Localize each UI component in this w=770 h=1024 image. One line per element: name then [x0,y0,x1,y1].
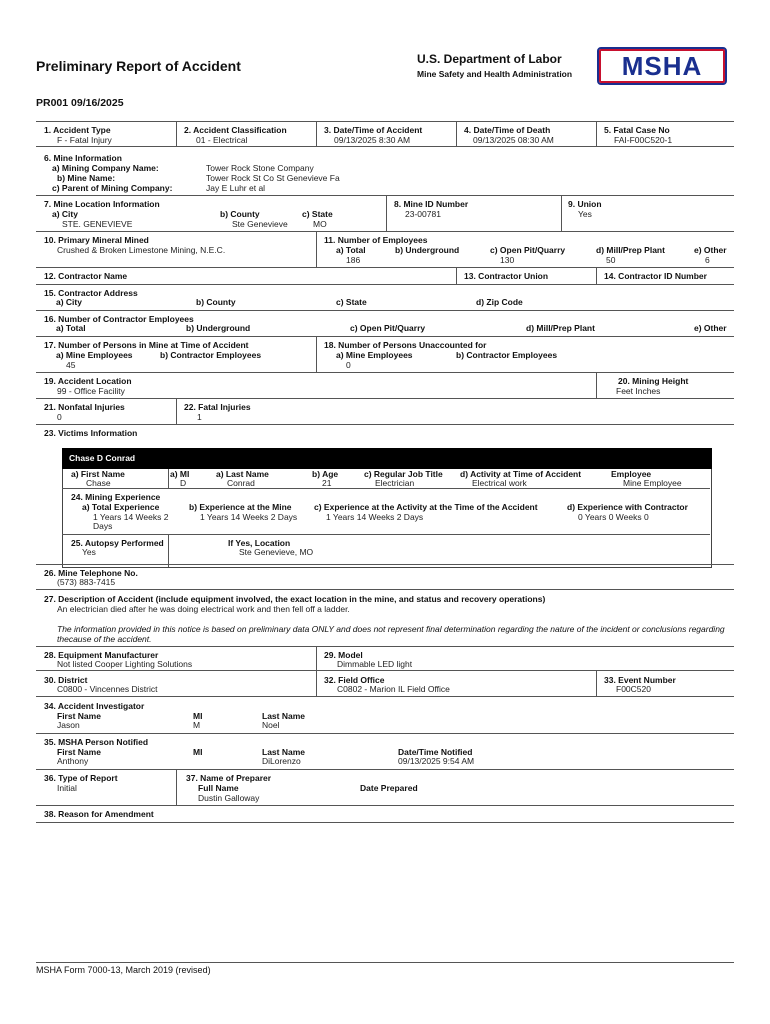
employees-openpit-value: 130 [500,255,515,265]
divider [386,195,387,231]
description-value: An electrician died after he was doing electrical work and then fell off a ladder. [57,604,350,614]
contractor-id-label: 14. Contractor ID Number [604,271,707,281]
contractor-total-label: a) Total [56,323,86,333]
preparer-fullname-label: Full Name [198,783,239,793]
employees-total-value: 186 [346,255,361,265]
field-office-value: C0802 - Marion IL Field Office [337,684,450,694]
accident-classification-label: 2. Accident Classification [184,125,287,135]
victim-last-label: a) Last Name [216,469,269,479]
notified-date-value: 09/13/2025 9:54 AM [398,756,475,766]
divider [596,670,597,696]
mine-experience-value: 1 Years 14 Weeks 2 Days [200,512,298,522]
mining-height-label: 20. Mining Height [618,376,689,386]
victim-header [62,448,712,469]
victim-first-value: Chase [86,478,111,488]
county-label: b) County [220,209,260,219]
equipment-manufacturer-value: Not listed Cooper Lighting Solutions [57,659,193,669]
divider [36,336,734,337]
person-notified-label: 35. MSHA Person Notified [44,737,149,747]
divider [36,310,734,311]
employees-mill-value: 50 [606,255,616,265]
divider [316,646,317,670]
district-label: 30. District [44,675,88,685]
divider [36,769,734,770]
total-experience-label: a) Total Experience [82,502,160,512]
divider [36,589,734,590]
investigator-label: 34. Accident Investigator [44,701,145,711]
contractor-address-label: 15. Contractor Address [44,288,138,298]
date-prepared-label: Date Prepared [360,783,418,793]
accident-type-label: 1. Accident Type [44,125,111,135]
employees-other-value: 6 [705,255,710,265]
divider [176,769,177,805]
contractor-employees-label: 16. Number of Contractor Employees [44,314,194,324]
persons-in-mine-label: 17. Number of Persons in Mine at Time of Accident [44,340,249,350]
contractor-mill-label: d) Mill/Prep Plant [526,323,595,333]
state-label: c) State [302,209,333,219]
victim-age-label: b) Age [312,469,339,479]
divider [36,231,734,232]
investigator-mi-value: M [193,720,201,730]
event-number-value: F00C520 [616,684,651,694]
investigator-first-value: Jason [57,720,80,730]
divider [36,284,734,285]
divider [561,195,562,231]
divider [168,534,169,567]
victim-last-value: Conrad [227,478,255,488]
city-label: a) City [52,209,78,219]
total-experience-value-cont: Days [93,521,113,531]
contractor-name-label: 12. Contractor Name [44,271,128,281]
autopsy-value: Yes [82,547,96,557]
divider [36,822,734,823]
victim-name: Chase D Conrad [69,453,136,463]
page-title: Preliminary Report of Accident [36,58,241,74]
union-value: Yes [578,209,592,219]
divider [36,372,734,373]
mine-id-value: 23-00781 [405,209,441,219]
field-office-label: 32. Field Office [324,675,385,685]
victim-employee-value: Mine Employee [623,478,682,488]
death-datetime-label: 4. Date/Time of Death [464,125,551,135]
persons-unaccounted-employees-label: a) Mine Employees [336,350,413,360]
nonfatal-injuries-label: 21. Nonfatal Injuries [44,402,125,412]
divider [176,121,177,146]
victims-info-label: 23. Victims Information [44,428,138,438]
mine-experience-label: b) Experience at the Mine [189,502,292,512]
persons-unaccounted-contractor-label: b) Contractor Employees [456,350,558,360]
divider [456,121,457,146]
form-id: MSHA Form 7000-13, March 2019 (revised) [36,965,211,975]
fatal-case-label: 5. Fatal Case No [604,125,670,135]
report-type-value: Initial [57,783,77,793]
contractor-union-label: 13. Contractor Union [464,271,549,281]
parent-company-label: c) Parent of Mining Company: [52,183,173,193]
contractor-state-label: c) State [336,297,367,307]
divider [596,372,597,398]
persons-unaccounted-label: 18. Number of Persons Unaccounted for [324,340,487,350]
model-label: 29. Model [324,650,363,660]
divider [316,336,317,372]
divider [36,121,734,122]
divider [596,121,597,146]
preparer-fullname-value: Dustin Galloway [198,793,260,803]
agency-name: Mine Safety and Health Administration [417,69,573,79]
model-value: Dimmable LED light [337,659,413,669]
victim-first-label: a) First Name [71,469,125,479]
divider [62,534,710,535]
event-number-label: 33. Event Number [604,675,676,685]
investigator-last-label: Last Name [262,711,305,721]
notified-last-value: DiLorenzo [262,756,301,766]
contractor-experience-label: d) Experience with Contractor [567,502,688,512]
divider [36,733,734,734]
persons-in-mine-contractor-label: b) Contractor Employees [160,350,262,360]
investigator-mi-label: MI [193,711,203,721]
victim-activity-label: d) Activity at Time of Accident [460,469,582,479]
divider [62,488,710,489]
divider [36,267,734,268]
divider [36,564,734,565]
employees-label: 11. Number of Employees [324,235,428,245]
divider [36,696,734,697]
contractor-zip-label: d) Zip Code [476,297,523,307]
amendment-reason-label: 38. Reason for Amendment [44,809,154,819]
notified-date-label: Date/Time Notified [398,747,473,757]
nonfatal-injuries-value: 0 [57,412,62,422]
divider [176,398,177,424]
mining-company-label: a) Mining Company Name: [52,163,159,173]
state-value: MO [313,219,327,229]
victim-job-label: c) Regular Job Title [364,469,443,479]
autopsy-label: 25. Autopsy Performed [71,538,164,548]
mine-id-label: 8. Mine ID Number [394,199,469,209]
primary-mineral-label: 10. Primary Mineral Mined [44,235,149,245]
total-experience-value: 1 Years 14 Weeks 2 [93,512,169,522]
county-value: Ste Genevieve [232,219,288,229]
notified-last-label: Last Name [262,747,305,757]
victim-mi-value: D [180,478,187,488]
autopsy-location-label: If Yes, Location [228,538,291,548]
divider [316,670,317,696]
employees-total-label: a) Total [336,245,366,255]
fatal-injuries-label: 22. Fatal Injuries [184,402,251,412]
death-datetime-value: 09/13/2025 08:30 AM [473,135,554,145]
divider [36,398,734,399]
mine-name-value: Tower Rock St Co St Genevieve Fa [206,173,340,183]
divider [316,231,317,267]
mine-location-label: 7. Mine Location Information [44,199,160,209]
parent-company-value: Jay E Luhr et al [206,183,266,193]
divider [36,424,734,425]
victim-age-value: 21 [322,478,332,488]
mining-company-value: Tower Rock Stone Company [206,163,314,173]
mine-name-label: b) Mine Name: [57,173,116,183]
contractor-underground-label: b) Underground [186,323,251,333]
divider [36,195,734,196]
mining-experience-label: 24. Mining Experience [71,492,161,502]
equipment-manufacturer-label: 28. Equipment Manufacturer [44,650,159,660]
victim-job-value: Electrician [375,478,415,488]
persons-unaccounted-employees-value: 0 [346,360,351,370]
contractor-other-label: e) Other [694,323,727,333]
divider [168,469,169,488]
contractor-county-label: b) County [196,297,236,307]
autopsy-location-value: Ste Genevieve, MO [239,547,314,557]
victim-mi-label: a) MI [170,469,190,479]
city-value: STE. GENEVIEVE [62,219,133,229]
divider [36,805,734,806]
contractor-experience-value: 0 Years 0 Weeks 0 [578,512,649,522]
report-type-label: 36. Type of Report [44,773,118,783]
employees-openpit-label: c) Open Pit/Quarry [490,245,566,255]
mine-telephone-label: 26. Mine Telephone No. [44,568,138,578]
investigator-last-value: Noel [262,720,280,730]
mine-info-label: 6. Mine Information [44,153,122,163]
accident-location-label: 19. Accident Location [44,376,132,386]
accident-datetime-value: 09/13/2025 8:30 AM [334,135,411,145]
logo-text: MSHA [621,51,703,81]
notified-first-label: First Name [57,747,101,757]
divider [316,121,317,146]
fatal-case-value: FAI-F00C520-1 [614,135,673,145]
preparer-label: 37. Name of Preparer [186,773,272,783]
accident-classification-value: 01 - Electrical [196,135,248,145]
persons-in-mine-employees-label: a) Mine Employees [56,350,133,360]
contractor-city-label: a) City [56,297,82,307]
activity-experience-label: c) Experience at the Activity at the Time of the Accident [314,502,538,512]
activity-experience-value: 1 Years 14 Weeks 2 Days [326,512,424,522]
notified-mi-label: MI [193,747,203,757]
contractor-openpit-label: c) Open Pit/Quarry [350,323,426,333]
divider [36,670,734,671]
primary-mineral-value: Crushed & Broken Limestone Mining, N.E.C. [57,245,226,255]
mining-height-value: Feet Inches [616,386,661,396]
fatal-injuries-value: 1 [197,412,202,422]
report-id: PR001 09/16/2025 [36,97,124,109]
victim-employee-label: Employee [611,469,652,479]
accident-location-value: 99 - Office Facility [57,386,125,396]
description-label: 27. Description of Accident (include equipment involved, the exact location in the mine, and status and recovery operations) [44,594,546,604]
mine-telephone-value: (573) 883-7415 [57,577,116,587]
employees-mill-label: d) Mill/Prep Plant [596,245,665,255]
investigator-first-label: First Name [57,711,101,721]
district-value: C0800 - Vincennes District [57,684,158,694]
accident-type-value: F - Fatal Injury [57,135,112,145]
divider [456,267,457,284]
employees-other-label: e) Other [694,245,727,255]
preliminary-note: The information provided in this notice is based on preliminary data ONLY and does not represent final determination regarding the nature of the incident or conclusions regarding thecause of the accident. [57,624,725,644]
divider [596,267,597,284]
divider [36,146,734,147]
msha-logo [597,47,727,85]
employees-underground-label: b) Underground [395,245,460,255]
department-name: U.S. Department of Labor [417,52,562,66]
divider [36,646,734,647]
footer-divider [36,962,734,963]
persons-in-mine-employees-value: 45 [66,360,76,370]
accident-datetime-label: 3. Date/Time of Accident [324,125,423,135]
victim-activity-value: Electrical work [472,478,527,488]
union-label: 9. Union [568,199,602,209]
notified-first-value: Anthony [57,756,89,766]
